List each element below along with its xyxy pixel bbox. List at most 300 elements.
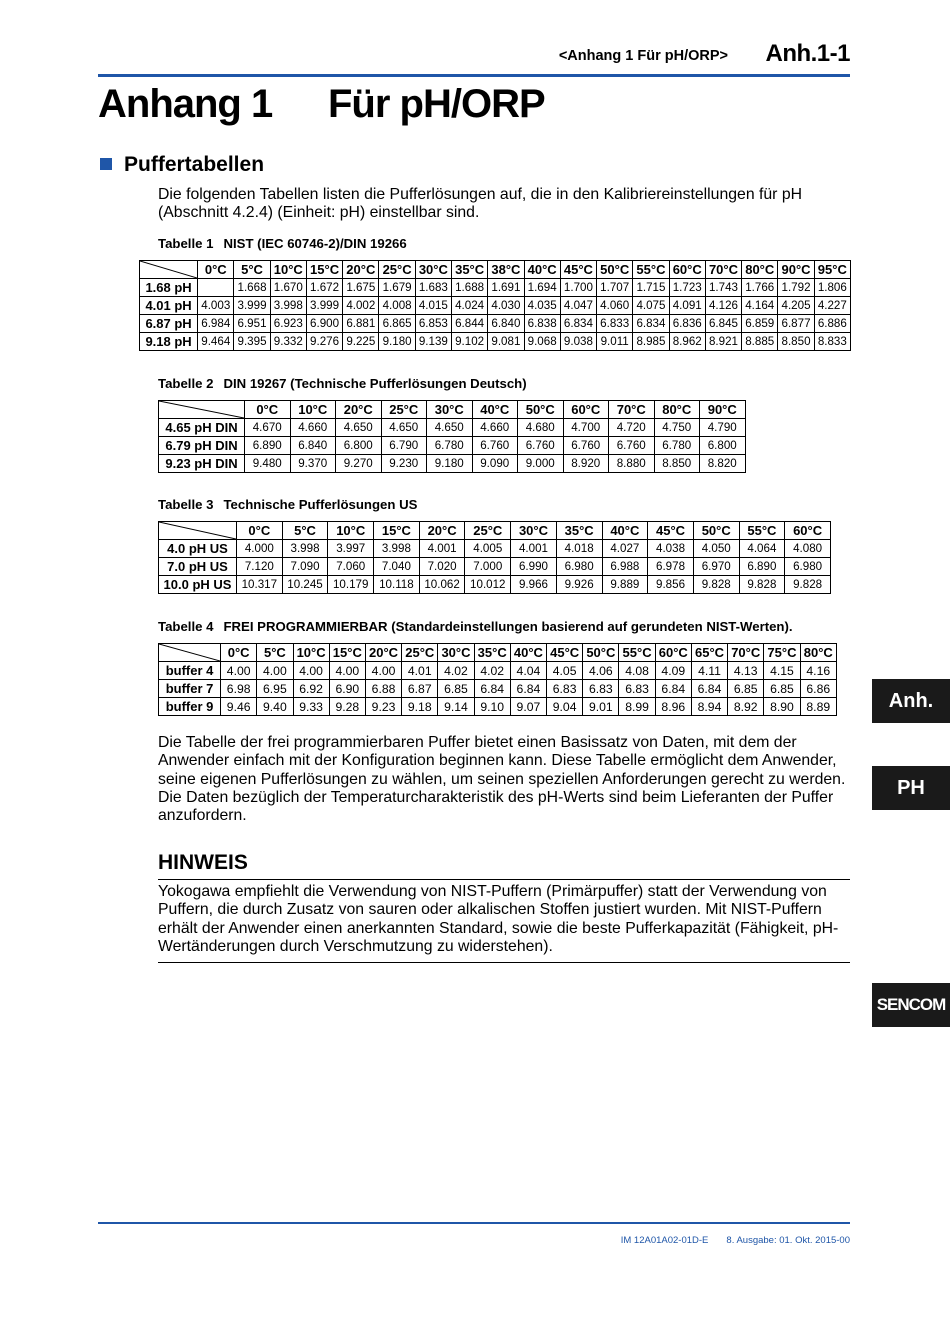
table-cell: 9.102 (451, 333, 487, 351)
table-cell: 6.988 (602, 558, 648, 576)
table-cell: 3.999 (306, 297, 342, 315)
column-header: 5°C (257, 644, 293, 662)
table-cell: 1.668 (234, 279, 270, 297)
table-cell: 4.164 (742, 297, 778, 315)
table-cell: 9.33 (293, 698, 329, 716)
row-header: 9.23 pH DIN (159, 455, 245, 473)
footer (621, 1235, 850, 1246)
table-cell: 9.10 (474, 698, 510, 716)
table-cell: 4.091 (669, 297, 705, 315)
table-cell: 9.180 (379, 333, 415, 351)
table-cell: 4.00 (221, 662, 257, 680)
table-cell: 8.99 (619, 698, 655, 716)
table-cell: 4.001 (511, 540, 557, 558)
row-header: buffer 4 (159, 662, 221, 680)
table-cell: 6.890 (739, 558, 785, 576)
row-header: 9.18 pH (140, 333, 198, 351)
table-cell: 4.700 (563, 419, 609, 437)
row-header: 4.65 pH DIN (159, 419, 245, 437)
column-header: 40°C (524, 261, 560, 279)
table-cell: 9.090 (472, 455, 518, 473)
side-tab-sencom[interactable]: SENCOM (872, 983, 950, 1027)
table-cell: 8.962 (669, 333, 705, 351)
column-header: 10°C (270, 261, 306, 279)
table-cell: 8.89 (800, 698, 836, 716)
table-cell: 4.00 (293, 662, 329, 680)
page-number: Anh.1-1 (765, 40, 850, 67)
column-header: 55°C (619, 644, 655, 662)
column-header: 70°C (609, 401, 655, 419)
table-cell: 6.84 (474, 680, 510, 698)
table-cell: 4.11 (691, 662, 727, 680)
table-cell: 9.14 (438, 698, 474, 716)
table-cell: 6.85 (764, 680, 800, 698)
column-header: 15°C (374, 522, 420, 540)
table-cell: 8.885 (742, 333, 778, 351)
table-cell: 4.04 (510, 662, 546, 680)
table-cell: 1.766 (742, 279, 778, 297)
table-cell: 9.28 (329, 698, 365, 716)
table-cell: 4.660 (472, 419, 518, 437)
column-header: 5°C (282, 522, 328, 540)
table-cell: 6.83 (583, 680, 619, 698)
table-cell: 10.245 (282, 576, 328, 594)
table-cell: 6.840 (488, 315, 524, 333)
table-4-title: FREI PROGRAMMIERBAR (Standardeinstellungen basierend auf gerundeten NIST-Werten). (223, 619, 793, 634)
table-cell: 9.889 (602, 576, 648, 594)
table-row (159, 437, 746, 455)
table-cell: 9.01 (583, 698, 619, 716)
table-cell: 9.000 (518, 455, 564, 473)
table-cell: 3.997 (328, 540, 374, 558)
table-cell: 9.966 (511, 576, 557, 594)
table-cell: 8.850 (654, 455, 700, 473)
table-cell: 10.012 (465, 576, 511, 594)
table-cell: 9.23 (365, 698, 401, 716)
table-cell: 6.760 (563, 437, 609, 455)
table-cell: 4.650 (336, 419, 382, 437)
table-cell: 6.900 (306, 315, 342, 333)
table-3-us (158, 521, 831, 594)
table-cell: 9.276 (306, 333, 342, 351)
table-cell: 6.800 (336, 437, 382, 455)
table-cell: 6.98 (221, 680, 257, 698)
table-cell: 4.06 (583, 662, 619, 680)
table-cell: 6.844 (451, 315, 487, 333)
row-header: buffer 9 (159, 698, 221, 716)
table-cell: 1.743 (705, 279, 741, 297)
table-cell: 1.688 (451, 279, 487, 297)
column-header: 40°C (510, 644, 546, 662)
table-cell: 1.723 (669, 279, 705, 297)
table-cell: 4.227 (814, 297, 850, 315)
table-cell: 9.18 (402, 698, 438, 716)
side-tab-anh[interactable]: Anh. (872, 679, 950, 723)
square-bullet-icon (100, 158, 112, 170)
column-header: 25°C (402, 644, 438, 662)
table-cell: 6.800 (700, 437, 746, 455)
column-header: 40°C (602, 522, 648, 540)
table-cell: 9.230 (381, 455, 427, 473)
table-cell: 7.060 (328, 558, 374, 576)
column-header: 25°C (465, 522, 511, 540)
table-cell: 9.07 (510, 698, 546, 716)
table-cell: 3.998 (270, 297, 306, 315)
column-header: 55°C (739, 522, 785, 540)
column-header: 40°C (472, 401, 518, 419)
table-cell: 6.85 (728, 680, 764, 698)
table-row (140, 315, 851, 333)
table-cell: 10.118 (374, 576, 420, 594)
row-header: 6.87 pH (140, 315, 198, 333)
column-header: 60°C (655, 644, 691, 662)
column-header: 38°C (488, 261, 524, 279)
intro-paragraph: Die folgenden Tabellen listen die Pufferlösungen auf, die in den Kalibriereinstellungen für pH (Abschnitt 4.2.4) (Einheit: pH) einstellbar sind. (158, 186, 803, 222)
row-header: buffer 7 (159, 680, 221, 698)
table-cell: 4.05 (547, 662, 583, 680)
table-cell: 4.15 (764, 662, 800, 680)
table-cell: 4.047 (560, 297, 596, 315)
table-cell: 4.008 (379, 297, 415, 315)
row-header: 4.0 pH US (159, 540, 237, 558)
column-header: 0°C (221, 644, 257, 662)
table-cell: 6.84 (510, 680, 546, 698)
table-cell: 7.090 (282, 558, 328, 576)
table-cell: 7.040 (374, 558, 420, 576)
running-header (98, 40, 850, 77)
table-3-caption (158, 497, 417, 512)
column-header: 30°C (438, 644, 474, 662)
table-cell: 9.464 (198, 333, 234, 351)
table-2-label: Tabelle 2 (158, 376, 214, 391)
section-title: Puffertabellen (124, 153, 265, 176)
table-cell: 6.83 (619, 680, 655, 698)
table-cell: 8.920 (563, 455, 609, 473)
table-cell: 7.020 (419, 558, 465, 576)
table-cell: 4.050 (693, 540, 739, 558)
table-cell: 6.980 (785, 558, 831, 576)
table-row (140, 279, 851, 297)
table-cell: 9.370 (290, 455, 336, 473)
diagonal-line-icon (159, 522, 236, 539)
row-header: 4.01 pH (140, 297, 198, 315)
column-header: 50°C (597, 261, 633, 279)
table-cell: 6.840 (290, 437, 336, 455)
note-rule-bottom (158, 962, 850, 963)
diagonal-line-icon (140, 261, 197, 278)
table-cell: 4.00 (365, 662, 401, 680)
column-header: 95°C (814, 261, 850, 279)
table-cell: 4.01 (402, 662, 438, 680)
table-corner-cell (159, 401, 245, 419)
table-cell: 9.46 (221, 698, 257, 716)
table-cell: 1.715 (633, 279, 669, 297)
table-header-row (159, 401, 746, 419)
column-header: 15°C (329, 644, 365, 662)
table-cell: 1.707 (597, 279, 633, 297)
table-cell: 4.038 (648, 540, 694, 558)
table-cell: 9.038 (560, 333, 596, 351)
table-cell: 8.820 (700, 455, 746, 473)
table-cell: 10.317 (237, 576, 283, 594)
description-paragraph: Die Tabelle der frei programmierbaren Puffer bietet einen Basissatz von Daten, mit dem der Anwender einfach mit der Konfiguration beginnen kann. Diese Tabelle ermöglicht dem Anwender, seine eigenen Pufferlösungen zu wählen, um seinen speziellen Anforderungen gerecht zu werden. Die Daten bezüglich der Temperaturcharakteristik des pH-Werts sind beim Lieferanten der Puffer anzufordern. (158, 734, 846, 825)
table-cell: 4.002 (343, 297, 379, 315)
table-header-row (159, 522, 831, 540)
table-cell: 9.270 (336, 455, 382, 473)
table-cell: 4.064 (739, 540, 785, 558)
table-cell: 1.672 (306, 279, 342, 297)
table-1-nist (139, 260, 851, 351)
column-header: 20°C (365, 644, 401, 662)
table-cell: 9.828 (785, 576, 831, 594)
column-header: 5°C (234, 261, 270, 279)
column-header: 60°C (563, 401, 609, 419)
table-cell: 1.670 (270, 279, 306, 297)
column-header: 45°C (648, 522, 694, 540)
table-cell: 6.780 (427, 437, 473, 455)
table-cell: 4.680 (518, 419, 564, 437)
column-header: 10°C (328, 522, 374, 540)
table-cell: 6.780 (654, 437, 700, 455)
table-cell: 6.834 (633, 315, 669, 333)
table-row (140, 333, 851, 351)
column-header: 20°C (336, 401, 382, 419)
table-cell: 9.856 (648, 576, 694, 594)
column-header: 30°C (415, 261, 451, 279)
column-header: 75°C (764, 644, 800, 662)
column-header: 80°C (654, 401, 700, 419)
table-row (159, 680, 837, 698)
table-cell: 6.836 (669, 315, 705, 333)
table-cell: 6.760 (518, 437, 564, 455)
table-row (159, 540, 831, 558)
table-corner-cell (159, 644, 221, 662)
column-header: 20°C (419, 522, 465, 540)
table-row (159, 558, 831, 576)
table-cell: 1.675 (343, 279, 379, 297)
table-cell: 6.881 (343, 315, 379, 333)
table-cell: 6.877 (778, 315, 814, 333)
column-header: 15°C (306, 261, 342, 279)
table-cell: 6.790 (381, 437, 427, 455)
table-cell: 8.90 (764, 698, 800, 716)
running-header-section: <Anhang 1 Für pH/ORP> (558, 48, 728, 64)
table-cell: 4.650 (427, 419, 473, 437)
column-header: 0°C (237, 522, 283, 540)
table-cell: 4.660 (290, 419, 336, 437)
table-cell: 6.853 (415, 315, 451, 333)
diagonal-line-icon (159, 401, 244, 418)
table-cell: 6.834 (560, 315, 596, 333)
footer-rule (98, 1222, 850, 1224)
column-header: 50°C (693, 522, 739, 540)
table-cell: 8.921 (705, 333, 741, 351)
table-cell: 3.998 (374, 540, 420, 558)
table-cell: 4.13 (728, 662, 764, 680)
table-cell: 9.332 (270, 333, 306, 351)
row-header: 10.0 pH US (159, 576, 237, 594)
table-cell: 9.068 (524, 333, 560, 351)
column-header: 25°C (379, 261, 415, 279)
column-header: 0°C (245, 401, 291, 419)
table-cell: 6.95 (257, 680, 293, 698)
document-id: IM 12A01A02-01D-E (620, 1235, 709, 1246)
column-header: 25°C (381, 401, 427, 419)
table-cell: 8.94 (691, 698, 727, 716)
side-tab-ph[interactable]: PH (872, 766, 950, 810)
table-1-label: Tabelle 1 (158, 236, 214, 251)
table-cell: 6.760 (609, 437, 655, 455)
chapter-title (98, 82, 545, 127)
column-header: 30°C (427, 401, 473, 419)
table-row (159, 662, 837, 680)
table-cell: 1.792 (778, 279, 814, 297)
table-2-din (158, 400, 746, 473)
table-row (159, 576, 831, 594)
table-3-title: Technische Pufferlösungen US (223, 497, 418, 512)
table-cell: 4.720 (609, 419, 655, 437)
table-cell: 6.845 (705, 315, 741, 333)
column-header: 50°C (518, 401, 564, 419)
column-header: 10°C (293, 644, 329, 662)
table-cell: 6.984 (198, 315, 234, 333)
note-title: HINWEIS (158, 851, 248, 874)
table-header-row (140, 261, 851, 279)
table-1-caption (158, 236, 407, 251)
table-cell: 7.000 (465, 558, 511, 576)
table-cell: 6.970 (693, 558, 739, 576)
table-cell: 6.990 (511, 558, 557, 576)
table-cell: 8.850 (778, 333, 814, 351)
table-cell (198, 279, 234, 297)
table-cell: 4.09 (655, 662, 691, 680)
table-cell: 1.683 (415, 279, 451, 297)
table-cell: 9.480 (245, 455, 291, 473)
table-cell: 6.90 (329, 680, 365, 698)
table-cell: 10.179 (328, 576, 374, 594)
table-cell: 4.790 (700, 419, 746, 437)
table-cell: 4.024 (451, 297, 487, 315)
table-cell: 9.225 (343, 333, 379, 351)
chapter-name: Für pH/ORP (328, 82, 545, 126)
column-header: 30°C (511, 522, 557, 540)
table-cell: 4.005 (465, 540, 511, 558)
table-cell: 6.978 (648, 558, 694, 576)
column-header: 10°C (290, 401, 336, 419)
table-cell: 4.035 (524, 297, 560, 315)
table-cell: 6.88 (365, 680, 401, 698)
table-cell: 9.081 (488, 333, 524, 351)
table-cell: 1.806 (814, 279, 850, 297)
column-header: 0°C (198, 261, 234, 279)
table-cell: 4.080 (785, 540, 831, 558)
table-cell: 4.16 (800, 662, 836, 680)
table-cell: 6.83 (547, 680, 583, 698)
table-cell: 4.750 (654, 419, 700, 437)
table-cell: 9.828 (693, 576, 739, 594)
row-header: 6.79 pH DIN (159, 437, 245, 455)
table-cell: 4.030 (488, 297, 524, 315)
table-cell: 4.205 (778, 297, 814, 315)
diagonal-line-icon (159, 644, 220, 661)
table-cell: 4.08 (619, 662, 655, 680)
column-header: 45°C (560, 261, 596, 279)
table-cell: 4.015 (415, 297, 451, 315)
table-cell: 1.694 (524, 279, 560, 297)
table-cell: 6.84 (655, 680, 691, 698)
table-cell: 6.886 (814, 315, 850, 333)
table-cell: 6.760 (472, 437, 518, 455)
section-heading (100, 153, 264, 177)
chapter-number: Anhang 1 (98, 82, 273, 126)
table-4-label: Tabelle 4 (158, 619, 214, 634)
table-cell: 3.999 (234, 297, 270, 315)
table-cell: 6.890 (245, 437, 291, 455)
table-cell: 6.85 (438, 680, 474, 698)
table-cell: 6.833 (597, 315, 633, 333)
edition-date: 8. Ausgabe: 01. Okt. 2015-00 (726, 1235, 850, 1246)
table-cell: 9.395 (234, 333, 270, 351)
table-cell: 9.828 (739, 576, 785, 594)
table-cell: 4.075 (633, 297, 669, 315)
table-corner-cell (159, 522, 237, 540)
table-cell: 4.670 (245, 419, 291, 437)
table-cell: 4.02 (438, 662, 474, 680)
table-3-label: Tabelle 3 (158, 497, 214, 512)
table-cell: 4.000 (237, 540, 283, 558)
table-2-title: DIN 19267 (Technische Pufferlösungen Deutsch) (223, 376, 527, 391)
row-header: 7.0 pH US (159, 558, 237, 576)
table-cell: 8.96 (655, 698, 691, 716)
column-header: 90°C (778, 261, 814, 279)
table-cell: 10.062 (419, 576, 465, 594)
column-header: 80°C (742, 261, 778, 279)
table-cell: 6.859 (742, 315, 778, 333)
table-4-free-programmable (158, 643, 837, 716)
table-row (159, 419, 746, 437)
table-cell: 4.650 (381, 419, 427, 437)
column-header: 90°C (700, 401, 746, 419)
table-cell: 4.003 (198, 297, 234, 315)
table-cell: 6.980 (556, 558, 602, 576)
table-1-title: NIST (IEC 60746-2)/DIN 19266 (223, 236, 407, 251)
column-header: 60°C (669, 261, 705, 279)
table-cell: 6.86 (800, 680, 836, 698)
table-cell: 4.00 (257, 662, 293, 680)
column-header: 35°C (451, 261, 487, 279)
table-cell: 4.02 (474, 662, 510, 680)
table-cell: 9.926 (556, 576, 602, 594)
column-header: 70°C (705, 261, 741, 279)
table-cell: 6.92 (293, 680, 329, 698)
table-cell: 4.126 (705, 297, 741, 315)
table-cell: 8.833 (814, 333, 850, 351)
table-cell: 8.880 (609, 455, 655, 473)
table-cell: 6.865 (379, 315, 415, 333)
table-cell: 1.700 (560, 279, 596, 297)
table-corner-cell (140, 261, 198, 279)
note-rule-top (158, 879, 850, 880)
table-cell: 3.998 (282, 540, 328, 558)
table-cell: 6.838 (524, 315, 560, 333)
column-header: 55°C (633, 261, 669, 279)
table-cell: 4.027 (602, 540, 648, 558)
table-cell: 6.84 (691, 680, 727, 698)
table-2-caption (158, 376, 527, 391)
column-header: 65°C (691, 644, 727, 662)
table-cell: 9.180 (427, 455, 473, 473)
table-cell: 6.923 (270, 315, 306, 333)
